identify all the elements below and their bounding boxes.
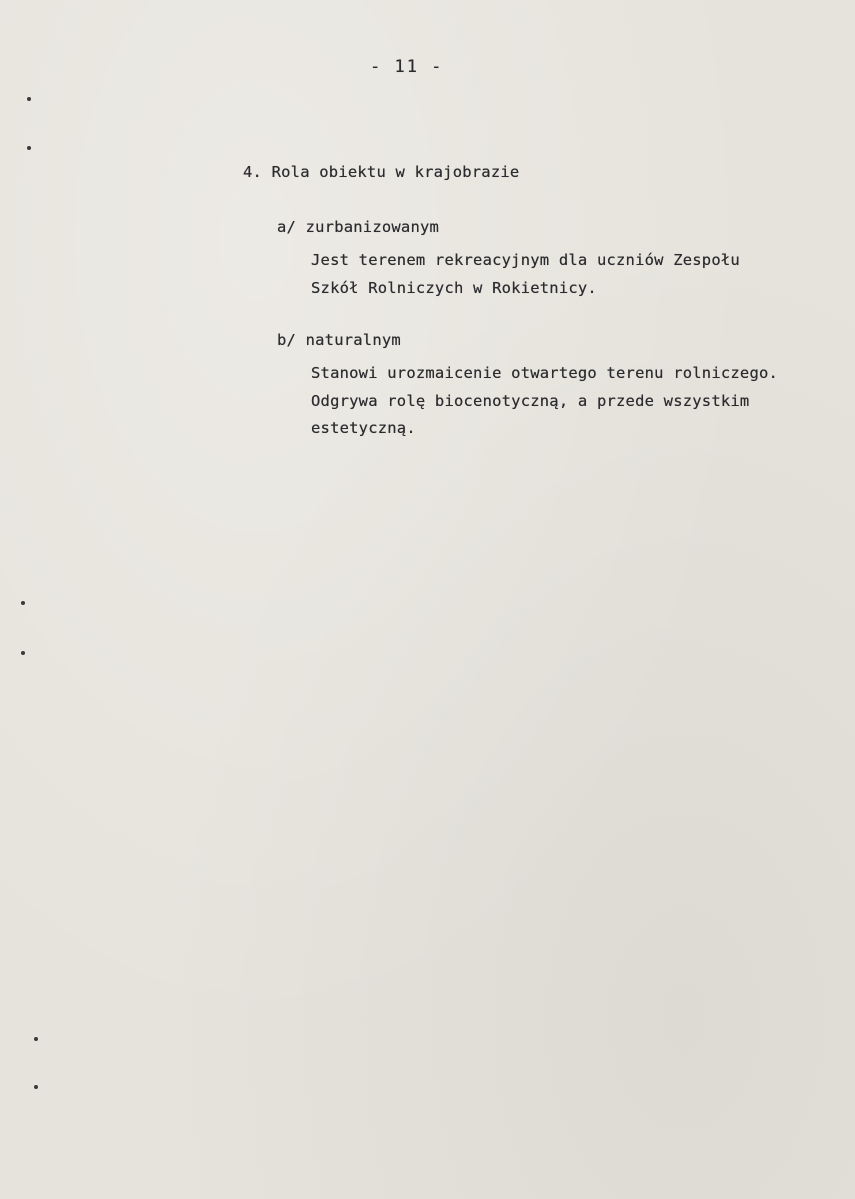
subsection-label-natural: b/ naturalnym: [277, 331, 401, 349]
page-number: - 11 -: [370, 57, 444, 77]
binding-hole-mark: [21, 601, 25, 605]
binding-hole-mark: [34, 1037, 38, 1041]
paragraph-line: Stanowi urozmaicenie otwartego terenu rolniczego.: [311, 364, 779, 382]
binding-hole-mark: [27, 97, 31, 101]
paragraph-line: estetyczną.: [311, 419, 416, 437]
paragraph-line: Jest terenem rekreacyjnym dla uczniów Zespołu: [311, 251, 740, 269]
binding-hole-mark: [34, 1085, 38, 1089]
binding-hole-mark: [27, 146, 31, 150]
section-heading: 4. Rola obiektu w krajobrazie: [243, 163, 520, 181]
paragraph-line: Szkół Rolniczych w Rokietnicy.: [311, 279, 597, 297]
paragraph-line: Odgrywa rolę biocenotyczną, a przede wszystkim: [311, 392, 750, 410]
subsection-label-urban: a/ zurbanizowanym: [277, 218, 440, 236]
binding-hole-mark: [21, 651, 25, 655]
